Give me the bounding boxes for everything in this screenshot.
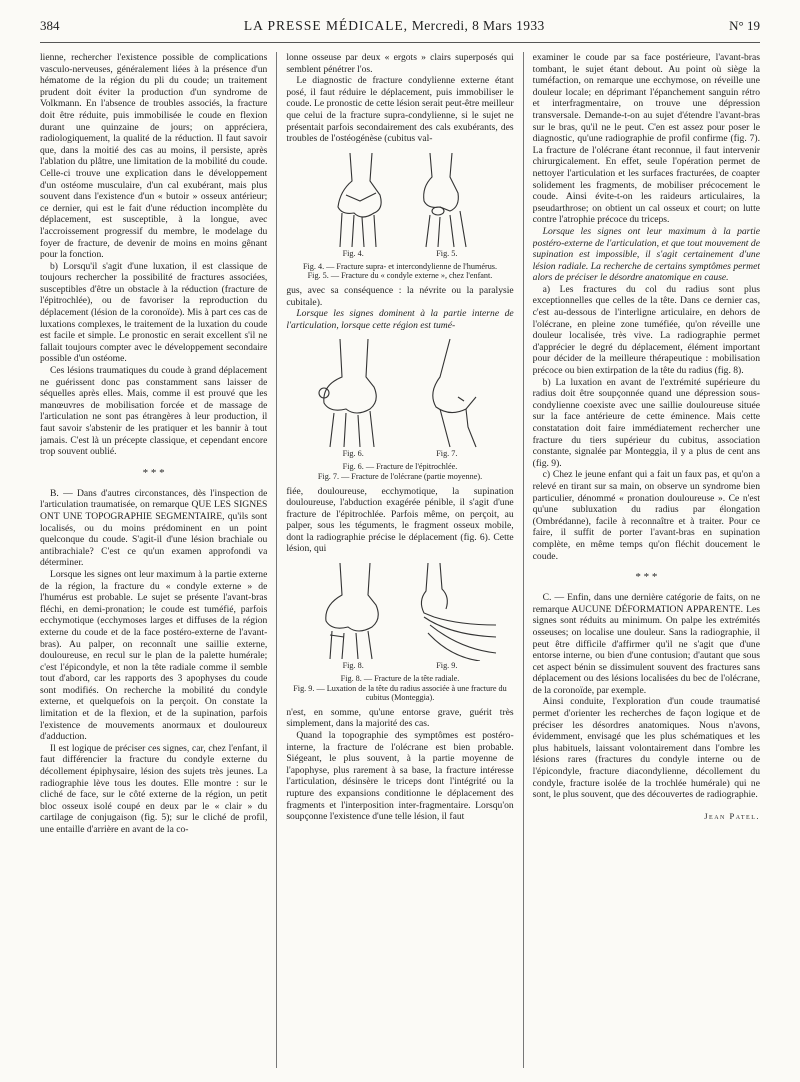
paragraph: C. — Enfin, dans une dernière catégorie de faits, on ne remarque AUCUNE DÉFORMATION APPARENTE. Les signes sont réduits au minimum. On palpe les extrémités osseuses; on localise une douleur. Sans la radiographie, il peut être difficile d'affirmer qu'il ne s'agit que d'une entorse interne, ou bien d'une contusion; d'autant que sous cet aspect bénin se dissimulent souvent des fractures sans déplacement ou des lésions localisées du bec de l'olécrane, de la coronoïde, par exemple. — [532, 592, 760, 696]
figure-label: Fig. 7. — [436, 449, 458, 459]
elbow-fracture-illustration — [300, 337, 500, 449]
paragraph: examiner le coude par sa face postérieure, l'avant-bras tombant, le sujet étant debout. Au point où siège la tuméfaction, on remarque une ecchymose, on réveille une douleur locale; en déprimant l'épanchement sanguin rétro et interfragmentaire, on trouve une dépression transversale. Demande-t-on au sujet d'étendre l'avant-bras sur le bras, qu'il ne le peut. C'en est assez pour poser le diagnostic, qu'une radiographie de profil confirme (fig. 7). La fracture de l'olécrane étant reconnue, il faut intervenir chirurgicalement. En effet, seule l'opération permet de nettoyer l'articulation et les surfaces fracturées, de coapter solidement les fragments, de mobiliser précocement le coude. Ainsi évite-t-on les raideurs articulaires, la pseudarthrose; on obtient un cal osseux et court; on lutte contre l'atrophie précoce du triceps. — [532, 52, 760, 226]
column-3 — [533, 52, 760, 1068]
radius-fracture-illustration — [300, 561, 500, 661]
paragraph: Lorsque les signes dominent à la partie interne de l'articulation, lorsque cette région est tumé- — [286, 308, 514, 331]
paragraph: lonne osseuse par deux « ergots » clairs superposés qui semblent pénétrer l'os. — [286, 52, 514, 75]
figure-label: Fig. 4. — [342, 248, 364, 258]
header-title — [244, 18, 545, 34]
figure-label: Fig. 8. — [342, 661, 364, 671]
paragraph: b) Lorsqu'il s'agit d'une luxation, il est classique de toujours rechercher la possibilité de fractures associées, susceptibles d'être un obstacle à la réduction (fracture de l'épitrochlée), ou de favoriser la reproduction du déplacement (lésion de la coronoïde). Mis à part ces cas de luxations complexes, le traitement de la luxation du coude est facile et simple. Le pronostic en serait excellent s'il ne fallait toujours compter avec le développement secondaire possible d'un ostéome. — [40, 260, 268, 365]
column-divider — [523, 52, 524, 1068]
column-1 — [40, 52, 267, 1068]
elbow-fracture-illustration — [300, 151, 500, 249]
section-separator: * * * — [142, 466, 165, 479]
page-header — [40, 18, 760, 43]
paragraph: Lorsque les signes ont leur maximum à la partie postéro-externe de l'articulation, et que tout mouvement de supination est impossible, il s'agit certainement d'une lésion radiale. La recherche de certains symptômes permet alors de préciser le désordre anatomique en cause. — [532, 225, 760, 284]
figure-caption: Fig. 7. — Fracture de l'olécrane (partie moyenne). — [317, 471, 483, 481]
paragraph: Lorsque les signes ont leur maximum à la partie externe de la région, la fracture du « condyle externe » de l'humérus est probable. Le sujet se présente l'avant-bras fléchi, en demi-pronation; le coude est tuméfié, parfois ecchymotique (ecchymoses larges et diffuses de la région externe du coude et de la face postéro-externe de l'avant-bras). Au palper, on reconnaît une saillie externe, douloureuse, en recul sur le plan de la palette humérale; c'est l'épicondyle, et non la tête radiale comme il semble tout d'abord, car les rapports des 3 apophyses du coude sont modifiés. On recherche la mobilité du condyle externe, et quelquefois on la perçoit. On constate la limitation et de la flexion, et de la supination, parfois l'existence de mouvements anormaux et douloureux d'adduction. — [40, 568, 268, 743]
paragraph: fiée, douloureuse, ecchymotique, la supination douloureuse, l'abduction exagérée pénible, il s'agit d'une fracture de l'épitrochlée. Parfois même, on perçoit, au palper, sous les téguments, le fragment osseux mobile, dont la radiographie précise le déplacement (fig. 6). Cette lésion, qui — [286, 485, 514, 555]
paragraph: gus, avec sa conséquence : la névrite ou la paralysie cubitale). — [286, 284, 514, 308]
figure-caption: Fig. 9. — Luxation de la tête du radius associée à une fracture du cubitus (Monteggia). — [293, 683, 507, 703]
figure-label: Fig. 6. — [342, 449, 364, 459]
paragraph: Quand la topographie des symptômes est postéro-interne, la fracture de l'olécrane est bien probable. Siégeant, le plus souvent, à la partie moyenne de l'apophyse, plus rarement à sa base, la fracture intéresse l'articulation, désinsère le triceps dont l'intégrité ou la rupture des expansions conditionne le déplacement des fragments et l'interposition inter-fragmentaire. Lorsqu'on soupçonne l'existence d'une telle lésion, il faut — [286, 730, 514, 823]
page-number: 384 — [40, 18, 60, 33]
figure-label: Fig. 9. — [436, 661, 458, 671]
figure-caption: Fig. 4. — Fracture supra- et intercondylienne de l'humérus. — [302, 261, 498, 271]
issue-date: Mercredi, 8 Mars 1933 — [411, 18, 545, 33]
paragraph: B. — Dans d'autres circonstances, dès l'inspection de l'articulation traumatisée, on remarque QUE LES SIGNES ONT UNE TOPOGRAPHIE SEGMENTAIRE, qu'ils sont localisés, ou du moins prédominent en un point quelconque du coude. S'agit-il d'une lésion brachiale ou antibrachiale? C'est ce qu'un examen approfondi va déterminer. — [40, 487, 268, 569]
author-signature: Jean Patel. — [704, 810, 760, 821]
figure-8-9 — [286, 561, 513, 703]
paragraph: n'est, en somme, qu'une entorse grave, guérit très simplement, dans la majorité des cas. — [286, 706, 514, 730]
paragraph: Le diagnostic de fracture condylienne externe étant posé, il faut réduire le déplacement, puis immobiliser le coude. Le pronostic de cette lésion serait peut-être meilleur que celui de la fracture supra-condylienne, si le sujet ne présentait parfois secondairement des cals exubérants, des troubles de l'ostéogénèse (cubitus val- — [286, 75, 514, 145]
figure-caption: Fig. 8. — Fracture de la tête radiale. — [340, 674, 460, 684]
paragraph: Il est logique de préciser ces signes, car, chez l'enfant, il faut différencier la fracture du condyle externe du décollement épiphysaire, lésion des sujets très jeunes. La radiographie lève tous les doutes. Elle montre : sur le cliché de face, sur le côté externe de la région, un petit bloc osseux isolé coupé en deux par le « clair » du cartilage de conjugaison (fig. 5); sur le cliché de profil, une entaille d'arrière en avant de la co- — [40, 742, 268, 835]
figure-label: Fig. 5. — [436, 248, 458, 258]
paragraph: a) Les fractures du col du radius sont plus exceptionnelles que celles de la tête. Dans ce dernier cas, c'est au-dessous de l'interligne articulaire, en dehors de l'olécrane, en pleine zone tuméfiée, qu'on réveille une douleur localisée, très vive. La radiographie permet d'apprécier le degré du déplacement, élément important pour décider de la meilleure thérapeutique : mobilisation précoce ou bien extirpation de la tête du radius (fig. 8). — [532, 283, 760, 377]
paragraph: lienne, rechercher l'existence possible de complications vasculo-nerveuses, généralement liées à la présence d'un hématome de la région du pli du coude; un traitement prudent doit éviter la production d'un syndrome de Volkmann. En l'absence de troubles associés, la fracture doit être réduite, puis immobilisée le coude en flexion durant une quinzaine de jours; on appréciera, radiologiquement, la qualité de la réduction. Il faut savoir que, dans la moitié des cas au moins, il persiste, après l'ablation du plâtre, une limitation de la mobilité du coude. Celle-ci trouve une explication dans le développement d'un ostéome musculaire, d'un cal exubérant, mais plus souvent dans l'existence d'un « butoir » osseux antérieur; ce dernier, qui est le fait d'une réduction incomplète du déplacement, est susceptible, à la longue, avec l'accroissement progressif du membre, le modelage du foyer de fracture, de devenir de moins en moins gênant pour la fonction. — [40, 52, 268, 261]
issue-number: N° 19 — [729, 18, 760, 33]
figure-6-7 — [286, 337, 513, 481]
paragraph: Ces lésions traumatiques du coude à grand déplacement ne guérissent donc pas constamment sans laisser de séquelles après elles. Mais, comme il est prouvé que les manœuvres de mobilisation forcée et de massage de l'articulation ne sont pas étrangères à leur production, il faut savoir s'abstenir de les pratiquer et les bannir à tout jamais. C'est là un précepte classique, et cependant encore trop souvent oublié. — [40, 365, 268, 458]
paragraph: b) La luxation en avant de l'extrémité supérieure du radius doit être soupçonnée quand une dépression sous-condylienne coexiste avec une saillie douloureuse située sur la face antérieure de cette éminence. Mais cette constatation doit faire immédiatement rechercher une fracture du tiers supérieur du cubitus, association constante, signalée par Monteggia, il y a plus de cent ans (fig. 9). — [532, 376, 760, 469]
section-separator: * * * — [635, 571, 658, 584]
figure-4-5 — [286, 151, 513, 281]
column-divider — [276, 52, 277, 1068]
column-2 — [286, 52, 513, 1068]
figure-caption: Fig. 6. — Fracture de l'épitrochlée. — [342, 462, 458, 472]
paragraph: Ainsi conduite, l'exploration d'un coude traumatisé permet d'orienter les recherches de façon logique et de préciser les désordres anatomiques. Nous n'avons, évidemment, envisagé que les plus schématiques et les plus habituels, laissant volontairement dans l'ombre les lésions rares (fractures du condyle interne ou de l'épicondyle, fracture diacondylienne, décollement du condyle, fracture isolée de la trochlée humérale) qui ne sont, le plus souvent, que des découvertes de radiographie. — [532, 696, 760, 801]
figure-caption: Fig. 5. — Fracture du « condyle externe », chez l'enfant. — [307, 271, 493, 281]
journal-name: LA PRESSE MÉDICALE, — [243, 18, 409, 33]
paragraph: c) Chez le jeune enfant qui a fait un faux pas, et qu'on a relevé en tirant sur sa main, on observe un syndrome bien particulier, dénommé « pronation douloureuse ». Ce n'est qu'une subluxation du radius par élongation (Ombrédanne), facile à reconnaître et à traiter. Pour ce faire, il suffit de porter l'avant-bras en supination complète, en même temps qu'on fléchit doucement le coude. — [532, 469, 760, 562]
text-columns — [40, 52, 760, 1068]
